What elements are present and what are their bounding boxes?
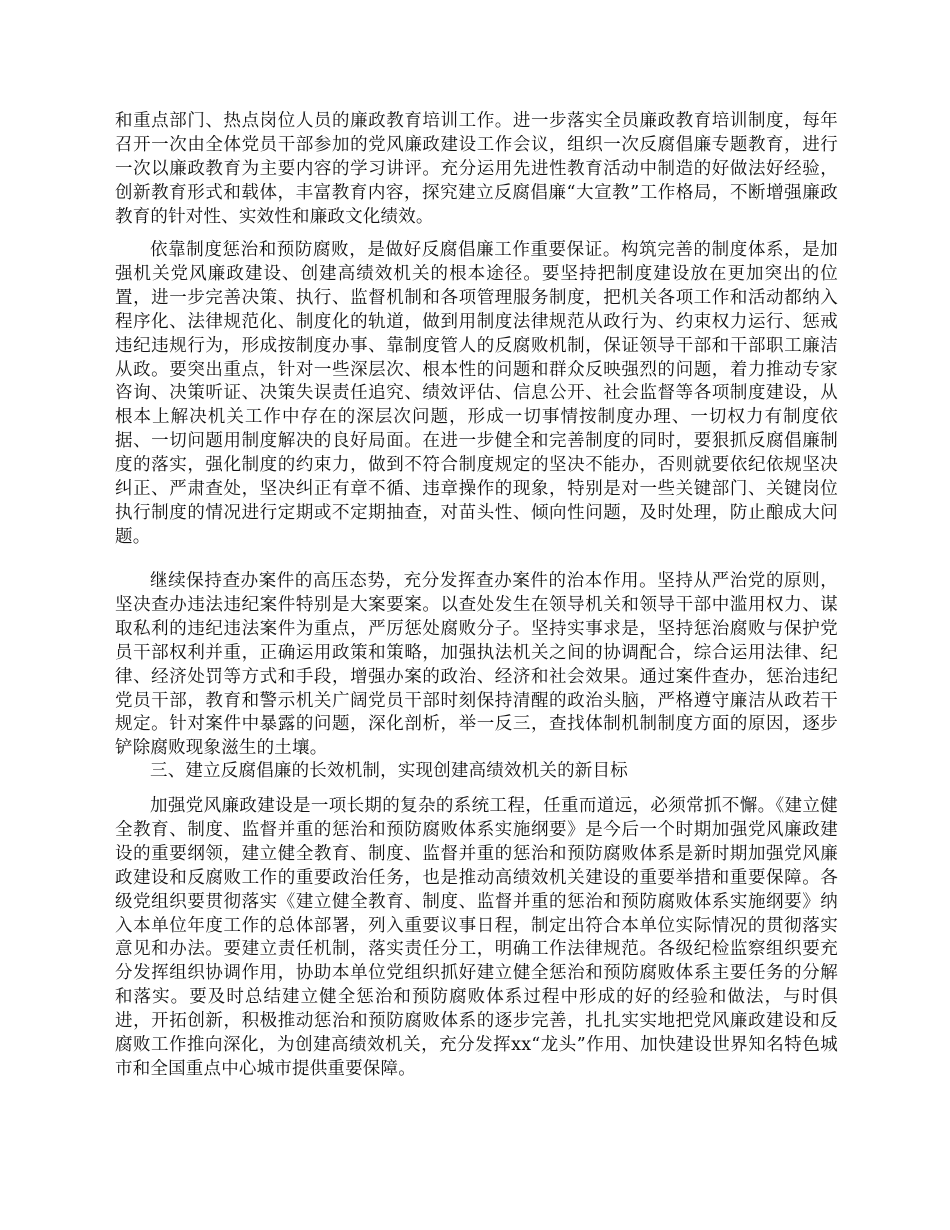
paragraph-text: 加强党风廉政建设是一项长期的复杂的系统工程，任重而道远，必须常抓不懈。《建立健全教育、制度、监督并重的惩治和预防腐败体系实施纲要》是今后一个时期加强党风廉政建设的重要纲领，建立健全教育、制度、监督并重的惩治和预防腐败体系是新时期加强党风廉政建设和反腐败工作的重要政治任务，也是推动高绩效机关建设的重要举措和重要保障。各级党组织要贯彻落实《建立健全教育、制度、监督并重的惩治和预防腐败体系实施纲要》纳入本单位年度工作的总体部署，列入重要议事日程，制定出符合本单位实际情况的贯彻落实意见和办法。要建立责任机制，落实责任分工，明确工作法律规范。各级纪检监察组织要充分发挥组织协调作用，协助本单位党组织抓好建立健全惩治和预防腐败体系主要任务的分解和落实。要及时总结建立健全惩治和预防腐败体系过程中形成的好的经验和做法，与时俱进，开拓创新，积极推动惩治和预防腐败体系的逐步完善，扎扎实实地把党风廉政建设和反腐败工作推向深化，为创建高绩效机关，充分发挥xx“龙头”作用、加快建设世界知名特色城市和全国重点中心城市提供重要保障。 [115,796,838,1079]
heading-text: 三、建立反腐倡廉的长效机制，实现创建高绩效机关的新目标 [150,761,628,781]
paragraph-text: 和重点部门、热点岗位人员的廉政教育培训工作。进一步落实全员廉政教育培训制度，每年召开一次由全体党员干部参加的党风廉政建设工作会议，组织一次反腐倡廉专题教育，进行一次以廉政教育为主要内容的学习讲评。充分运用先进性教育活动中制造的好做法好经验，创新教育形式和载体，丰富教育内容，探究建立反腐倡廉“大宣教”工作格局，不断增强廉政教育的针对性、实效性和廉政文化绩效。 [115,111,838,227]
paragraph-text: 依靠制度惩治和预防腐败，是做好反腐倡廉工作重要保证。构筑完善的制度体系，是加强机关党风廉政建设、创建高绩效机关的根本途径。要坚持把制度建设放在更加突出的位置，进一步完善决策、执行、监督机制和各项管理服务制度，把机关各项工作和活动都纳入程序化、法律规范化、制度化的轨道，做到用制度法律规范从政行为、约束权力运行、惩戒违纪违规行为，形成按制度办事、靠制度管人的反腐败机制，保证领导干部和干部职工廉洁从政。要突出重点，针对一些深层次、根本性的问题和群众反映强烈的问题，着力推动专家咨询、决策听证、决策失误责任追究、绩效评估、信息公开、社会监督等各项制度建设，从根本上解决机关工作中存在的深层次问题，形成一切事情按制度办理、一切权力有制度依据、一切问题用制度解决的良好局面。在进一步健全和完善制度的同时，要狠抓反腐倡廉制度的落实，强化制度的约束力，做到不符合制度规定的坚决不能办，否则就要依纪依规坚决纠正、严肃查处，坚决纠正有章不循、违章操作的现象，特别是对一些关键部门、关键岗位执行制度的情况进行定期或不定期抽查，对苗头性、倾向性问题，及时处理，防止酿成大问题。 [115,240,838,547]
paragraph-mechanism [115,795,838,1082]
paragraph-cases [115,570,838,761]
paragraph-text: 继续保持查办案件的高压态势，充分发挥查办案件的治本作用。坚持从严治党的原则，坚决查办违法违纪案件特别是大案要案。以查处发生在领导机关和领导干部中滥用权力、谋取私利的违纪违法案件为重点，严厉惩处腐败分子。坚持实事求是，坚持惩治腐败与保护党员干部权利并重，正确运用政策和策略，加强执法机关之间的协调配合，综合运用法律、纪律、经济处罚等方式和手段，增强办案的政治、经济和社会效果。通过案件查办，惩治违纪党员干部，教育和警示机关广阔党员干部时刻保持清醒的政治头脑，严格遵守廉洁从政若干规定。针对案件中暴露的问题，深化剖析，举一反三，查找体制机制制度方面的原因，逐步铲除腐败现象滋生的土壤。 [115,571,838,759]
section-heading [115,760,838,784]
paragraph-education [115,110,838,230]
paragraph-system [115,239,838,550]
